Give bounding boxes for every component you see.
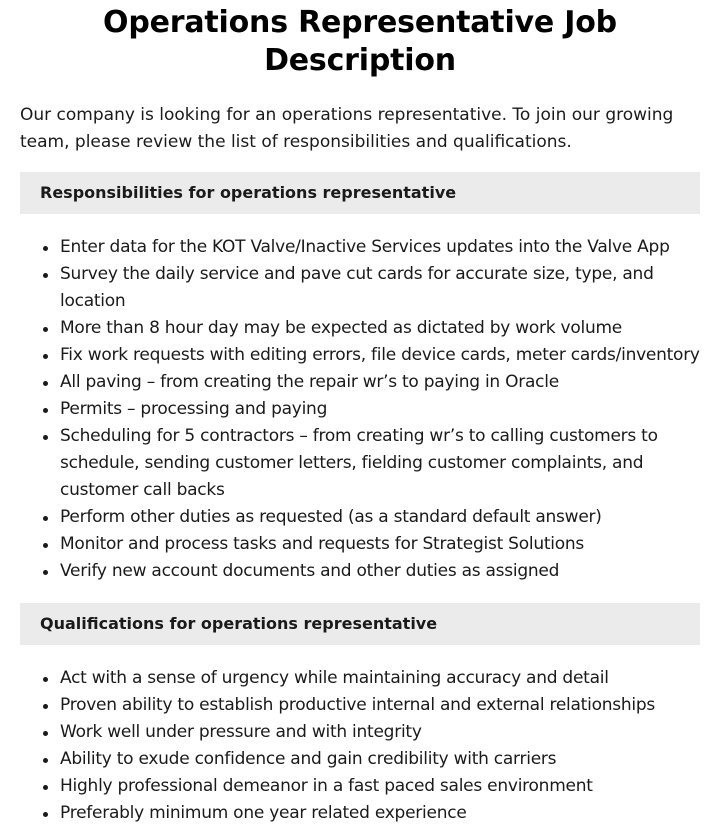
qualifications-list — [20, 665, 700, 827]
list-item: Survey the daily service and pave cut cards for accurate size, type, and location — [60, 261, 700, 315]
list-item: Highly professional demeanor in a fast paced sales environment — [60, 773, 700, 800]
list-item: Scheduling for 5 contractors – from creating wr’s to calling customers to schedule, sending customer letters, fielding customer complaints, and customer call backs — [60, 423, 700, 504]
list-item: Enter data for the KOT Valve/Inactive Services updates into the Valve App — [60, 234, 700, 261]
list-item: Preferably minimum one year related experience — [60, 800, 700, 827]
list-item: Act with a sense of urgency while maintaining accuracy and detail — [60, 665, 700, 692]
list-item: Fix work requests with editing errors, file device cards, meter cards/inventory — [60, 342, 700, 369]
intro-paragraph: Our company is looking for an operations representative. To join our growing team, please review the list of responsibilities and qualifications. — [20, 105, 674, 152]
list-item: Work well under pressure and with integrity — [60, 719, 700, 746]
list-item: Proven ability to establish productive internal and external relationships — [60, 692, 700, 719]
page-title: Operations Representative Job Description — [103, 5, 617, 78]
list-item: Monitor and process tasks and requests for Strategist Solutions — [60, 531, 700, 558]
list-item: Verify new account documents and other duties as assigned — [60, 558, 700, 585]
responsibilities-heading: Responsibilities for operations representative — [20, 172, 700, 214]
list-item: Perform other duties as requested (as a standard default answer) — [60, 504, 700, 531]
list-item: More than 8 hour day may be expected as dictated by work volume — [60, 315, 700, 342]
list-item: All paving – from creating the repair wr’s to paying in Oracle — [60, 369, 700, 396]
list-item: Permits – processing and paying — [60, 396, 700, 423]
list-item: Ability to exude confidence and gain credibility with carriers — [60, 746, 700, 773]
responsibilities-list — [20, 234, 700, 585]
qualifications-heading: Qualifications for operations representative — [20, 603, 700, 645]
